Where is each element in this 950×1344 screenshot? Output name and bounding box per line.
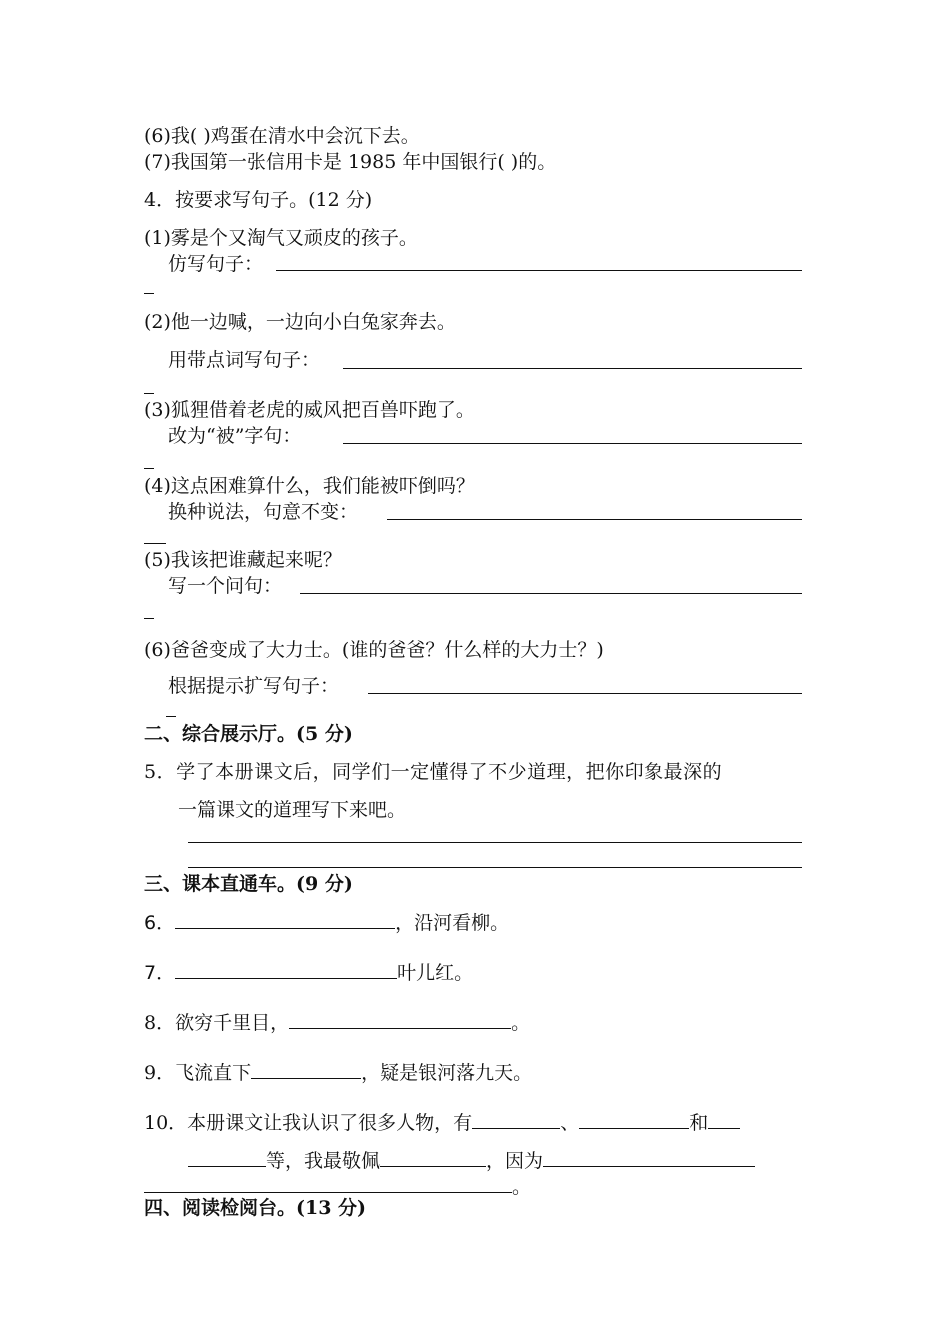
q4-item-3-answer-line-wrap [144, 468, 154, 469]
q4-item-5-sentence: (5)我该把谁藏起来呢？ [144, 549, 342, 571]
q10-blank-4[interactable] [380, 1148, 486, 1167]
q8-after: 。 [511, 1012, 531, 1034]
q10-blank-5[interactable] [543, 1148, 755, 1167]
q6-number: 6． [144, 912, 176, 934]
q10-and: 和 [689, 1112, 709, 1134]
q4-item-1-sentence: (1)雾是个又淘气又顽皮的孩子。 [144, 227, 418, 249]
q4-item-2-answer-line-wrap [144, 393, 154, 394]
q4-item-5-answer-line[interactable] [300, 593, 802, 594]
question-7-fill: (7)我国第一张信用卡是 1985 年中国银行( )的。 [144, 151, 557, 173]
q4-item-4-answer-line-wrap [144, 543, 166, 544]
q4-item-6-hint: 谁的爸爸？什么样的大力士？ [349, 639, 597, 661]
q4-item-3-answer-line[interactable] [343, 443, 802, 444]
question-10-line-1 [144, 1110, 740, 1135]
q4-item-6-close: ) [596, 639, 604, 661]
q4-item-5-prompt: 写一个问句： [168, 575, 283, 597]
q6-blank[interactable] [175, 910, 395, 929]
q4-item-4-sentence: (4)这点困难算什么，我们能被吓倒吗？ [144, 475, 475, 497]
q4-item-2-prompt: 用带点词写句子： [168, 349, 321, 371]
question-8-poem [144, 1010, 530, 1035]
question-5-line-1: 5．学了本册课文后，同学们一定懂得了不少道理，把你印象最深的 [144, 761, 723, 783]
q4-item-3-sentence: (3)狐狸借着老虎的威风把百兽吓跑了。 [144, 399, 475, 421]
q10-blank-1[interactable] [472, 1110, 560, 1129]
question-9-poem [144, 1060, 532, 1085]
q10-blank-5-cont[interactable] [144, 1174, 512, 1193]
q10-before: 10．本册课文让我认识了很多人物，有 [144, 1112, 473, 1134]
q4-item-6-prompt: 根据提示扩写句子： [168, 675, 340, 697]
question-5-answer-line-1[interactable] [188, 842, 802, 843]
section-3-title: 三、课本直通车。(9 分) [144, 873, 353, 895]
q7-after: 叶儿红。 [397, 962, 474, 984]
q10-blank-3[interactable] [708, 1110, 740, 1129]
question-10-line-2 [188, 1148, 755, 1173]
q4-item-2-sentence: (2)他一边喊，一边向小白兔家奔去。 [144, 311, 456, 333]
section-4-title: 四、阅读检阅台。(13 分) [144, 1197, 367, 1219]
question-5-answer-line-2[interactable] [188, 867, 802, 868]
section-2-title: 二、综合展示厅。(5 分) [144, 723, 353, 745]
q6-after: ，沿河看柳。 [395, 912, 510, 934]
q10-mid: 等，我最敬佩 [266, 1150, 381, 1172]
q8-before: 8．欲穷千里目， [144, 1012, 290, 1034]
q10-because: ，因为 [486, 1150, 544, 1172]
q10-blank-2[interactable] [579, 1110, 689, 1129]
q4-item-6-text: (6)爸爸变成了大力士。( [144, 639, 350, 661]
q4-item-1-prompt: 仿写句子： [168, 253, 264, 275]
q4-item-6-answer-line-wrap [166, 716, 176, 717]
q7-number: 7． [144, 962, 176, 984]
q10-end: 。 [512, 1176, 532, 1198]
q10-sep: 、 [560, 1112, 580, 1134]
q9-blank[interactable] [251, 1060, 361, 1079]
question-7-poem [144, 960, 473, 985]
q4-item-4-prompt: 换种说法，句意不变： [168, 501, 359, 523]
q4-item-5-answer-line-wrap [144, 618, 154, 619]
question-4-title: 4．按要求写句子。(12 分) [144, 189, 373, 211]
q4-item-2-answer-line[interactable] [343, 368, 802, 369]
q8-blank[interactable] [289, 1010, 511, 1029]
q10-blank-3-cont[interactable] [188, 1148, 266, 1167]
q4-item-6-answer-line[interactable] [368, 693, 802, 694]
q4-item-6-sentence [144, 638, 604, 662]
q9-before: 9．飞流直下 [144, 1062, 252, 1084]
question-6-poem [144, 910, 509, 935]
q4-item-4-answer-line[interactable] [387, 519, 802, 520]
q4-item-1-answer-line[interactable] [276, 270, 802, 271]
q9-after: ，疑是银河落九天。 [361, 1062, 533, 1084]
q7-blank[interactable] [175, 960, 397, 979]
q4-item-3-prompt: 改为“被”字句： [168, 425, 302, 447]
question-5-line-2: 一篇课文的道理写下来吧。 [178, 799, 407, 821]
q4-item-1-answer-line-wrap [144, 293, 154, 294]
question-6-fill: (6)我( )鸡蛋在清水中会沉下去。 [144, 125, 420, 147]
